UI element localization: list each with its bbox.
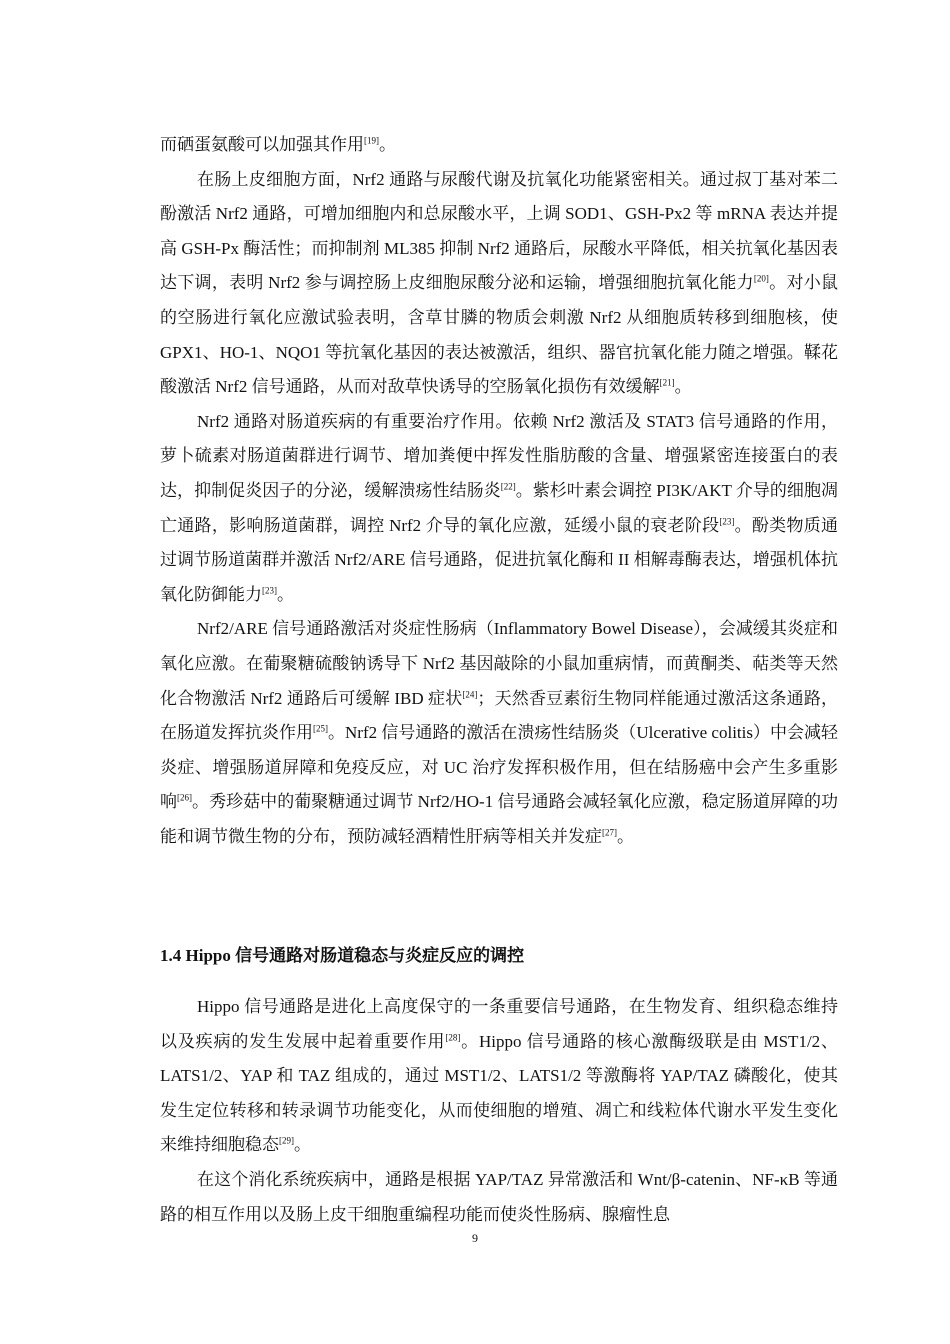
citation-marker: [26] — [177, 792, 193, 803]
citation-marker: [23] — [719, 515, 735, 526]
text-run: Hippo 信号通路是进化上高度保守的一条重要信号通路，在生物发育、组织稳态维持以及疾病的发生发展中起着重要作用 — [160, 997, 838, 1051]
text-run: Nrf2 通路对肠道疾病的有重要治疗作用。依赖 Nrf2 激活及 STAT3 信号通路的作用，萝卜硫素对肠道菌群进行调节、增加粪便中挥发性脂肪酸的含量、增强紧密连接蛋白的表达，抑制促炎因子的分泌，缓解溃疡性结肠炎 — [160, 411, 838, 500]
text-run: 。 — [294, 1135, 311, 1155]
citation-marker: [24] — [462, 688, 478, 699]
text-run: 。紫杉叶素会调控 PI3K/AKT 介导的细胞凋亡通路，影响肠道菌群，调控 Nrf2 介导的氧化应激，延缓小鼠的衰老阶段 — [160, 480, 839, 535]
paragraph-nrf2-are-ibd — [160, 612, 838, 854]
text-run: 。 — [379, 135, 396, 154]
text-run: Nrf2/ARE 信号通路激活对炎症性肠病（Inflammatory Bowel Disease），会减缓其炎症和氧化应激。在葡聚糖硫酸钠诱导下 Nrf2 基因敲除的小鼠加重病情，而黄酮类、萜类等天然化合物激活 Nrf2 通路后可缓解 IBD 症状 — [160, 619, 838, 708]
paragraph-nrf2-therapy — [160, 405, 838, 613]
text-run: 。Nrf2 信号通路的激活在溃疡性结肠炎（Ulcerative colitis）中会减轻炎症、增强肠道屏障和免疫反应，对 UC 治疗发挥积极作用，但在结肠癌中会产生多重影响 — [160, 723, 838, 812]
lower-body-text — [160, 990, 838, 1232]
citation-marker: [27] — [602, 827, 617, 838]
citation-marker: [23] — [262, 584, 277, 595]
section-heading: 1.4 Hippo 信号通路对肠道稳态与炎症反应的调控 — [160, 946, 525, 965]
text-run: 。 — [277, 584, 294, 604]
text-run: 。 — [617, 826, 634, 846]
text-run: 在肠上皮细胞方面，Nrf2 通路与尿酸代谢及抗氧化功能紧密相关。通过叔丁基对苯二酚激活 Nrf2 通路，可增加细胞内和总尿酸水平，上调 SOD1、GSH-Px2 等 mRNA 表达并提高 GSH-Px 酶活性；而抑制剂 ML385 抑制 Nrf2 通路后，尿酸水平降低，相关抗氧化基因表达下调，表明 Nrf2 参与调控肠上皮细胞尿酸分泌和运输，增强细胞抗氧化能力 — [160, 169, 838, 293]
text-run: 在这个消化系统疾病中，通路是根据 YAP/TAZ 异常激活和 Wnt/β-catenin、NF-κB 等通路的相互作用以及肠上皮干细胞重编程功能而使炎性肠病、腺瘤性息 — [160, 1169, 838, 1224]
citation-marker: [29] — [279, 1135, 294, 1146]
citation-marker: [28] — [445, 1031, 461, 1042]
citation-marker: [21] — [659, 377, 675, 388]
paragraph-continuation — [160, 128, 838, 163]
text-run: 。秀珍菇中的葡聚糖通过调节 Nrf2/HO-1 信号通路会减轻氧化应激，稳定肠道屏障的功能和调节微生物的分布，预防减轻酒精性肝病等相关并发症 — [160, 792, 838, 846]
text-run: 。 — [674, 377, 692, 397]
text-run: 。对小鼠的空肠进行氧化应激试验表明，含草甘膦的物质会刺激 Nrf2 从细胞质转移到细胞核，使 GPX1、HO-1、NQO1 等抗氧化基因的表达被激活，组织、器官抗氧化能力随之增强。鞣花酸激活 Nrf2 信号通路，从而对敌草快诱导的空肠氧化损伤有效缓解 — [160, 273, 838, 397]
paragraph-hippo-digestive — [160, 1163, 838, 1232]
text-run: 而硒蛋氨酸可以加强其作用 — [160, 135, 364, 154]
upper-body-text — [160, 128, 838, 854]
text-run: 。酚类物质通过调节肠道菌群并激活 Nrf2/ARE 信号通路，促进抗氧化酶和 II 相解毒酶表达，增强机体抗氧化防御能力 — [160, 515, 838, 604]
citation-marker: [19] — [364, 135, 379, 146]
citation-marker: [22] — [500, 481, 516, 492]
text-run: 。Hippo 信号通路的核心激酶级联是由 MST1/2、LATS1/2、YAP 和 TAZ 组成的，通过 MST1/2、LATS1/2 等激酶将 YAP/TAZ 磷酸化，使其发生定位转移和转录调节功能变化，从而使细胞的增殖、凋亡和线粒体代谢水平发生变化来维持细胞稳态 — [160, 1031, 838, 1155]
paragraph-intestinal-epithelium — [160, 163, 838, 405]
citation-marker: [20] — [753, 273, 769, 284]
paragraph-hippo-intro — [160, 990, 838, 1163]
page-number: 9 — [472, 1231, 478, 1245]
text-run: ；天然香豆素衍生物同样能通过激活这条通路，在肠道发挥抗炎作用 — [160, 688, 838, 743]
citation-marker: [25] — [313, 723, 329, 734]
